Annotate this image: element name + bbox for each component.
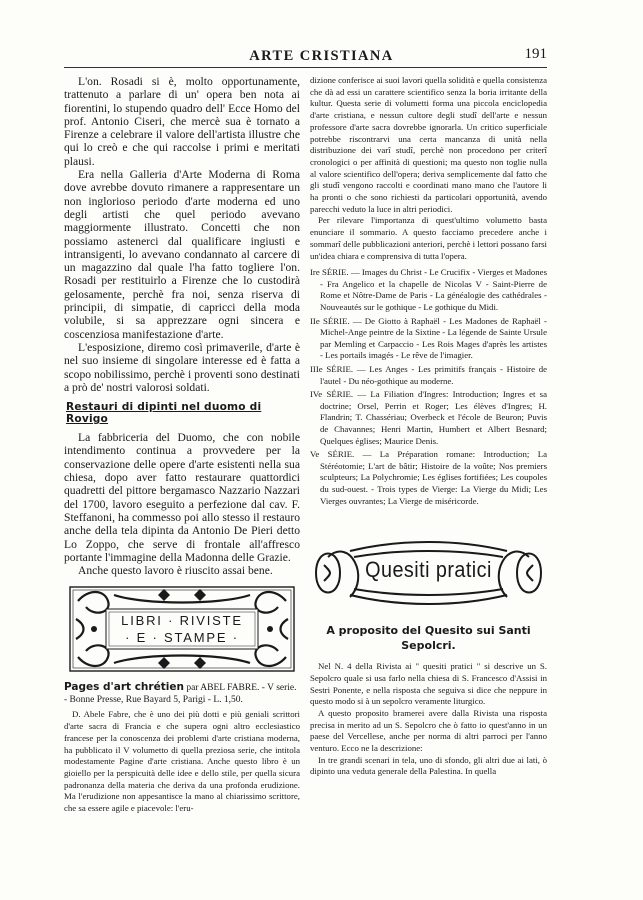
paragraph: Nel N. 4 della Rivista ai " quesiti pratici " si descrive un S. Sepolcro quale si usa farlo nella chiesa di S. Francesco d'Assisi in Sestri Ponente, e nella risposta che seguiva si dice che neppure in questo modo si à un sepolcro veramente liturgico.	[310, 661, 547, 707]
left-column	[64, 75, 300, 895]
paragraph: A questo proposito bramerei avere dalla Rivista una risposta precisa in merito ad un S. Sepolcro che ò fatto io quest'anno in un paese del Vercellese, anche per norma di altri parroci per l'anno venturo. Ecco ne la descrizione:	[310, 707, 547, 754]
paragraph: dizione conferisce ai suoi lavori quella solidità e quella consistenza che dà ad essi un carattere scientifico senza la boria irritante della kultur. Questa serie di volumetti forma una piccola enciclopedia d'arte cristiana, e nessun cultore degli studî dell'arte e nessun professore d'arte sacra dovrebbe ignorarla. Un critico superficiale potrebbe riscontrarvi una certa mancanza di unità nella distribuzione dei varî studî, perchè non procedono per criterî cronologici o per affinità di questioni; ma questo non toglie nulla al valore scientifico dell'opera; deriva semplicemente dal fatto che gli studî vengono raccolti e coordinati mano mano che l'autore li ha pronti o che sono richiesti da particolari opportunità, avendo parecchi veduto la luce in altri periodici.	[310, 75, 547, 214]
libri-riviste-banner	[64, 583, 300, 675]
review-title: Pages d'art chrétien	[64, 681, 184, 694]
series-entry: Ve SÉRIE. — La Préparation romane: Introduction; La Stéréotomie; L'art de bâtir; Histoire de la voûte; Nos premiers sculpteurs; La Polychromie; Les églises fortifiées; Les coupoles du sud-ouest. - Trois types de Vierge: La Vierge du Midi; Les Vierges ouvrantes; La Vierge de miséricorde.	[310, 449, 547, 506]
paragraph: La fabbriceria del Duomo, che con nobile intendimento continua a provvedere per la conservazione delle opere d'arte esistenti nella sua chiesa, dopo aver fatto restaurare quattordici quadretti del pittore bergamasco Nazzario Nazzari del 1700, lavoro eseguito a perfezione dal cav. F. Steffanoni, ha commesso poi allo stesso il restauro anche della tela dipinta da Antonio De Pieri detto Lo Zoppo, che serve di frontale all'affresco portante l'immagine della Madonna delle Grazie.	[64, 431, 300, 564]
review-heading	[64, 681, 300, 706]
quesiti-heading: A proposito del Quesito sui Santi Sepolcri.	[326, 624, 531, 653]
paragraph: Era nella Galleria d'Arte Moderna di Roma dove avrebbe dovuto rimanere a rappresentare un non inglorioso periodo d'arte moderna ed uno degli artisti che quel periodo avevano maggiormente illustrato. Concetti che non possiamo astenerci dal qualificare ingiusti e intransigenti, lo avevano condannato al carcere di un magazzino dal quale l'ha fatto togliere l'on. Rosadi per restituirlo a Firenze che lo custodirà gelosamente, perchè fra noi, senza riserva di principii, di simpatie, di capricci della moda volubile, si sa apprezzare ogni sincera e coscenziosa manifestazione d'arte.	[64, 168, 300, 341]
right-column	[310, 75, 547, 895]
review-text: D. Abele Fabre, che è uno dei più dotti e più geniali scrittori d'arte sacra di Francia e che supera ogni altro ecclesiastico francese per la conoscenza dei problemi d'arte cristiana moderna, ha pubblicato il V volumetto di quella preziosa serie, che intitola modestamente Pagine d'arte cristiana. Anche questo libro è un gioiello per la perspicuità delle idee e dello stile, per quella sicura padronanza della materia che deriva da una profonda erudizione. Ma l'erudizione non appesantisce la mano al chiarissimo scrittore, che sa essere agile e piacevole: l'eru-	[64, 709, 300, 814]
paragraph: L'on. Rosadi si è, molto opportunamente, trattenuto a parlare di un' opera ben nota ai fiorentini, lo stupendo quadro dell' Ecce Homo del prof. Antonio Ciseri, che mercè sua è tornato a Firenze a celebrare il valore dell'artista illustre che qui lo creò e che qui raccolse i primi e meritati plausi.	[64, 75, 300, 168]
quesiti-pratici-banner	[310, 537, 547, 609]
header-rule	[64, 67, 547, 68]
paragraph: Anche questo lavoro è riuscito assai bene.	[78, 564, 273, 578]
series-entry: IVe SÉRIE. — La Filiation d'Ingres: Introduction; Ingres et sa doctrine; Orsel, Perrin et Roger; Les élèves d'Ingres; H. Flandrin; T. Chassériau; Overbeck et l'école de Beuron; Puvis de Chavannes; Henri Martin, Humbert et Albert Besnard; Quelques églises; Maurice Denis.	[310, 389, 547, 446]
paragraph: In tre grandi scenari in tela, uno di sfondo, gli altri due ai lati, ò dipinto una veduta generale della Palestina. In quella	[310, 754, 547, 777]
banner-line-1: LIBRI · RIVISTE	[121, 613, 243, 629]
review-author: par ABEL FABRE. - V serie. - Bonne Presse, Rue Bayard 5, Parigi - L. 1,50.	[64, 683, 297, 706]
section-title: Restauri di dipinti nel duomo di Rovigo	[66, 401, 262, 426]
paragraph: L'esposizione, diremo così primaverile, d'arte è nel suo insieme di singolare interesse ed è fatta a scopo nobilissimo, perchè i proventi sono destinati a prò de' nostri valorosi soldati.	[64, 340, 300, 394]
banner-line-2: · E · STAMPE ·	[125, 630, 239, 646]
running-header-title: ARTE CRISTIANA	[249, 48, 394, 64]
paragraph: Per rilevare l'importanza di quest'ultimo volumetto basta enunciare il sommario. A questo facciamo precedere anche i sommarî delle pubblicazioni anteriori, perchè i lettori possano farsi un'idea chiara e comprensiva di tutta l'opera.	[310, 215, 547, 261]
page-number: 191	[524, 46, 547, 62]
quesiti-banner-title: Quesiti pratici	[365, 557, 492, 583]
series-entry: IIe SÉRIE. — De Giotto à Raphaël - Les Madones de Raphaël - Michel-Ange peintre de la Sixtine - La légende de Sainte Ursule par Memling et Carpaccio - Les Rois Mages d'après les artistes - Les portails imagés - Le rêve de l'imagier.	[310, 315, 547, 361]
series-entry: Ire SÉRIE. — Images du Christ - Le Crucifix - Vierges et Madones - Fra Angelico et la chapelle de Nicolas V - Saint-Pierre de Rome et Nôtre-Dame de Paris - La généalogie des cathédrales - Nouveautés sur le gothique - Le gothique du Midi.	[310, 267, 547, 313]
ornamental-frame-icon	[64, 583, 300, 675]
series-entry: IIIe SÉRIE. — Les Anges - Les primitifs français - Histoire de l'autel - Du néo-gothique au moderne.	[310, 364, 547, 386]
